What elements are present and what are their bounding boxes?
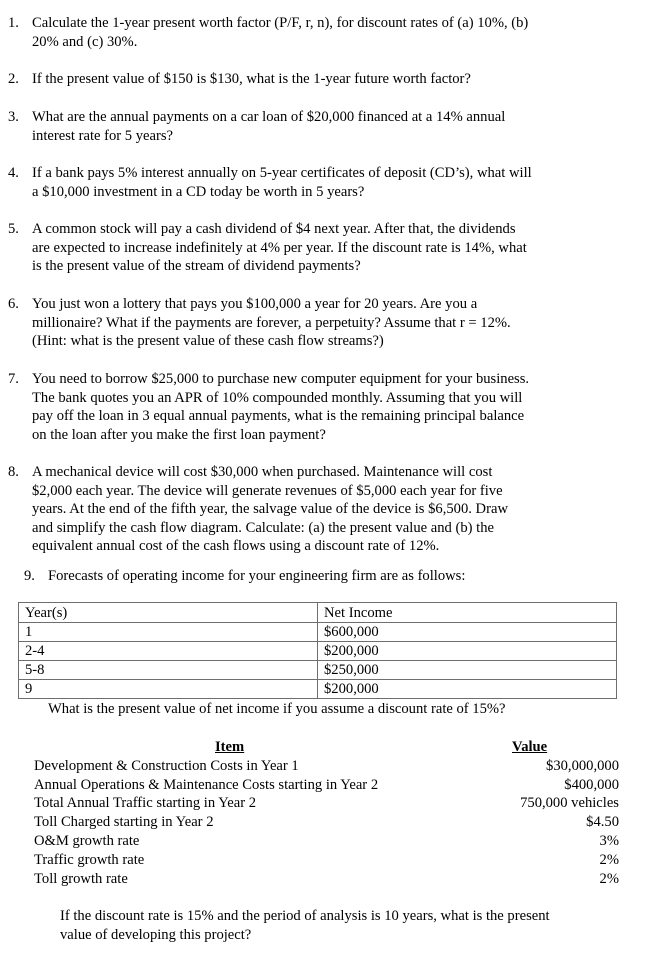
item-label: Toll Charged starting in Year 2 bbox=[34, 814, 214, 831]
income-cell: $600,000 bbox=[318, 623, 617, 642]
question-text bbox=[32, 370, 597, 444]
column-header-net-income: Net Income bbox=[318, 603, 617, 623]
question-line: $2,000 each year. The device will generate revenues of $5,000 each year for five bbox=[32, 482, 503, 499]
column-header-years: Year(s) bbox=[19, 603, 318, 623]
year-cell: 2-4 bbox=[19, 642, 318, 661]
question-text bbox=[32, 70, 597, 89]
question-number: 2. bbox=[8, 71, 19, 87]
item-label: Total Annual Traffic starting in Year 2 bbox=[34, 795, 257, 812]
table-row bbox=[19, 623, 617, 642]
question-line: What are the annual payments on a car loan of $20,000 financed at a 14% annual bbox=[32, 109, 506, 125]
item-value: 750,000 vehicles bbox=[520, 795, 619, 812]
question-line: 20% and (c) 30%. bbox=[32, 33, 138, 50]
question-line: value of developing this project? bbox=[60, 926, 252, 943]
project-header-row bbox=[34, 738, 619, 757]
question-line: You just won a lottery that pays you $100,000 a year for 20 years. Are you a bbox=[32, 296, 478, 312]
table-row bbox=[19, 680, 617, 699]
project-row bbox=[34, 813, 619, 832]
item-value: 3% bbox=[599, 832, 619, 849]
project-row bbox=[34, 851, 619, 870]
question-text bbox=[32, 220, 597, 276]
question-line: millionaire? What if the payments are forever, a perpetuity? Assume that r = 12%. bbox=[32, 314, 511, 331]
question-line: Calculate the 1-year present worth factor (P/F, r, n), for discount rates of (a) 10%, (b) bbox=[32, 15, 529, 31]
question-text bbox=[32, 295, 597, 351]
question-line: What is the present value of net income if you assume a discount rate of 15%? bbox=[48, 701, 506, 717]
table-header-row bbox=[19, 603, 617, 623]
item-label: Toll growth rate bbox=[34, 870, 128, 887]
project-row bbox=[34, 832, 619, 851]
project-row bbox=[34, 776, 619, 795]
question-number: 5. bbox=[8, 221, 19, 237]
income-cell: $200,000 bbox=[318, 642, 617, 661]
question-line: If the present value of $150 is $130, what is the 1-year future worth factor? bbox=[32, 71, 471, 87]
question-line: equivalent annual cost of the cash flows using a discount rate of 12%. bbox=[32, 538, 440, 554]
item-label: Traffic growth rate bbox=[34, 851, 145, 868]
net-income-table bbox=[18, 602, 617, 699]
question-line: (Hint: what is the present value of these cash flow streams?) bbox=[32, 333, 384, 349]
question-line: You need to borrow $25,000 to purchase new computer equipment for your business. bbox=[32, 371, 530, 387]
item-value: $4.50 bbox=[586, 814, 619, 831]
question-line: A mechanical device will cost $30,000 when purchased. Maintenance will cost bbox=[32, 464, 493, 480]
item-label: Development & Construction Costs in Year 1 bbox=[34, 757, 299, 774]
year-cell: 1 bbox=[19, 623, 318, 642]
item-value: $400,000 bbox=[564, 776, 619, 793]
question-line: Forecasts of operating income for your engineering firm are as follows: bbox=[48, 568, 466, 584]
question-text bbox=[32, 164, 597, 201]
item-value: 2% bbox=[599, 851, 619, 868]
question-text bbox=[32, 463, 597, 556]
question-text bbox=[60, 907, 620, 944]
question-line: If a bank pays 5% interest annually on 5-year certificates of deposit (CD’s), what will bbox=[32, 165, 532, 181]
question-line: pay off the loan in 3 equal annual payments, what is the remaining principal balance bbox=[32, 408, 525, 424]
question-line: is the present value of the stream of dividend payments? bbox=[32, 258, 361, 274]
question-text bbox=[32, 14, 597, 51]
table-row bbox=[19, 661, 617, 680]
item-label: Annual Operations & Maintenance Costs starting in Year 2 bbox=[34, 776, 379, 793]
table-row bbox=[19, 642, 617, 661]
question-line: If the discount rate is 15% and the period of analysis is 10 years, what is the present bbox=[60, 908, 550, 924]
question-line: years. At the end of the fifth year, the salvage value of the device is $6,500. Draw bbox=[32, 501, 508, 517]
year-cell: 9 bbox=[19, 680, 318, 699]
item-value: 2% bbox=[599, 870, 619, 887]
value-header: Value bbox=[512, 739, 548, 755]
question-line: on the loan after you make the first loan payment? bbox=[32, 426, 326, 443]
project-row bbox=[34, 757, 619, 776]
project-row bbox=[34, 870, 619, 889]
question-text bbox=[32, 108, 597, 145]
question-number: 7. bbox=[8, 371, 19, 387]
question-number: 4. bbox=[8, 165, 19, 181]
income-cell: $250,000 bbox=[318, 661, 617, 680]
question-line: a $10,000 investment in a CD today be worth in 5 years? bbox=[32, 183, 365, 200]
question-number: 9. bbox=[24, 568, 35, 584]
question-number: 6. bbox=[8, 296, 19, 312]
item-value: $30,000,000 bbox=[546, 757, 619, 774]
item-header: Item bbox=[215, 739, 245, 755]
question-text bbox=[48, 567, 613, 586]
project-row bbox=[34, 794, 619, 813]
question-number: 1. bbox=[8, 15, 19, 31]
question-number: 8. bbox=[8, 464, 19, 480]
question-line: and simplify the cash flow diagram. Calculate: (a) the present value and (b) the bbox=[32, 519, 494, 536]
item-label: O&M growth rate bbox=[34, 832, 140, 849]
question-line: The bank quotes you an APR of 10% compounded monthly. Assuming that you will bbox=[32, 389, 523, 406]
question-line: are expected to increase indefinitely at 4% per year. If the discount rate is 14%, what bbox=[32, 239, 527, 256]
question-line: A common stock will pay a cash dividend of $4 next year. After that, the dividends bbox=[32, 221, 516, 237]
question-number: 3. bbox=[8, 109, 19, 125]
year-cell: 5-8 bbox=[19, 661, 318, 680]
project-cost-table bbox=[34, 738, 619, 888]
income-cell: $200,000 bbox=[318, 680, 617, 699]
question-line: interest rate for 5 years? bbox=[32, 127, 173, 144]
